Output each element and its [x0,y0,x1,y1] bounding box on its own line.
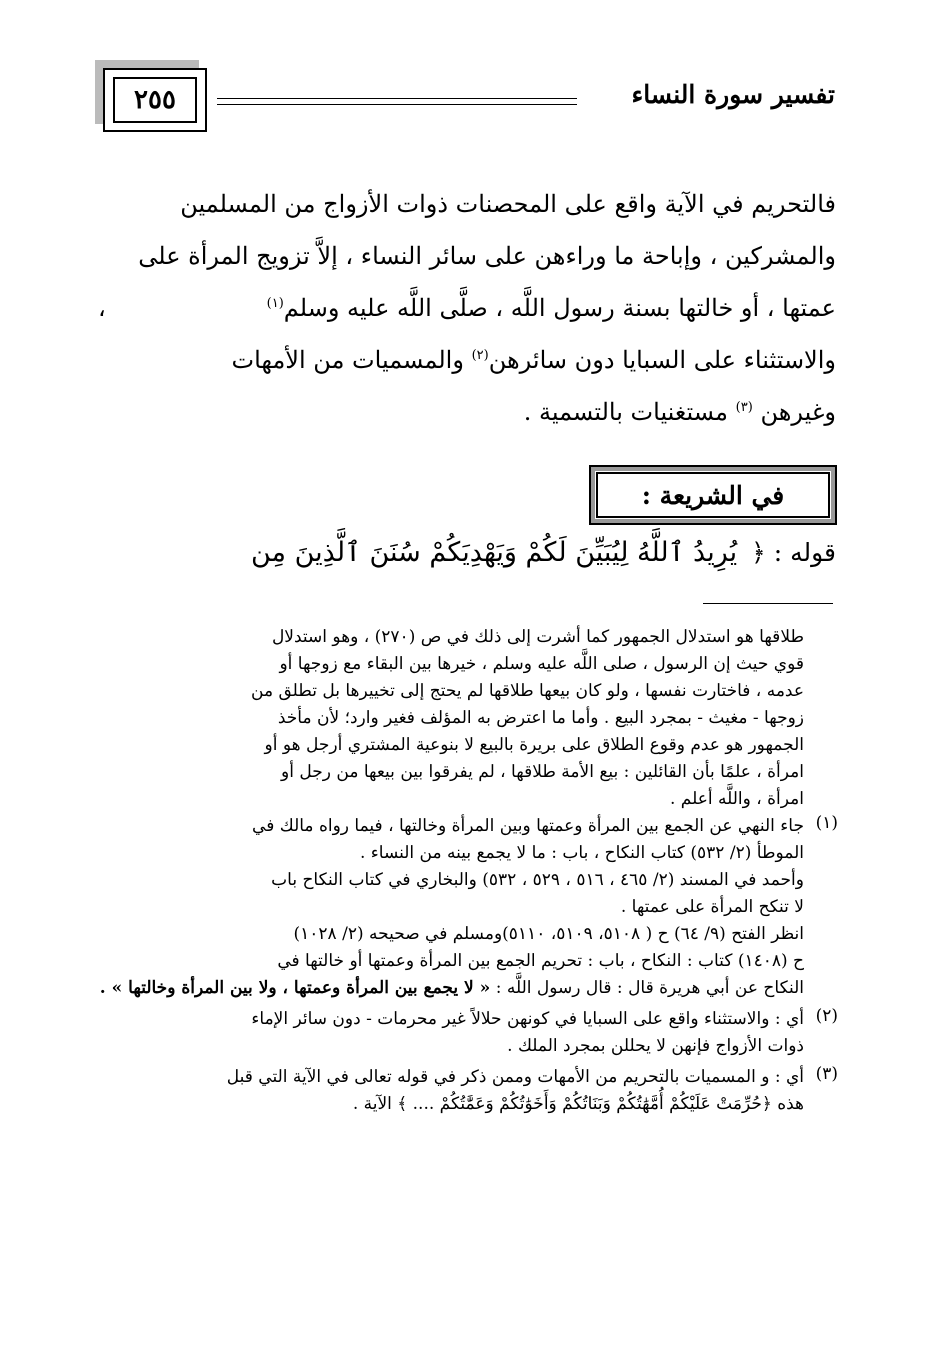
footnote-1: (١) جاء النهي عن الجمع بين المرأة وعمتها وبين المرأة وخالتها ، فيما رواه مالك في الموطأ (٢/ ٥٣٢) كتاب النكاح ، باب : ما لا يجمع بينه من النساء . وأحمد في المسند (٢/ ٤٦٥ ، ٥١٦ ، ٥٢٩ ، ٥٣٢) والبخاري في كتاب النكاح باب لا تنكح المرأة على عمتها . انظر الفتح (٩/ ٦٤) ح ( ٥١٠٨، ٥١٠٩، ٥١١٠)ومسلم في صحيحه (٢/ ١٠٢٨) ح (١٤٠٨) كتاب : النكاح ، باب : تحريم الجمع بين المرأة وعمتها أو خالتها في النكاح عن أبي هريرة قال : قال رسول اللَّه : « لا يجمع بين المرأة وعمتها ، ولا بين المرأة وخالتها » . [98,813,838,1002]
page-header [95,60,835,140]
main-line: فالتحريم في الآية واقع على المحصنات ذوات الأزواج من المسلمين [180,190,836,218]
main-line: والمشركين ، وإباحة ما وراءهن على سائر النساء ، إلاَّ تزويج المرأة على [138,242,836,270]
main-line: وغيرهن $^{(٣)}$ مستغنيات بالتسمية . [523,398,836,426]
verse-open-bracket: ﴿ [751,538,766,567]
footnote-number: (٢) [815,1006,838,1026]
main-line: عمتها ، أو خالتها بسنة رسول اللَّه ، صلَّى اللَّه عليه وسلم$^{(١)}$ ، [98,294,836,322]
footnotes [98,624,838,1118]
footnote-number: (٣) [815,1064,838,1084]
footnote-ref-3[interactable]: (٣) [735,400,753,415]
hadith-quote: « لا يجمع بين المرأة وعمتها ، ولا بين المرأة وخالتها » . [99,978,491,998]
section-heading: في الشريعة : [596,472,830,518]
running-title: تفسير سورة النساء [631,80,835,109]
header-rule-second [217,104,577,105]
main-line: والاستثناء على السبايا دون سائرهن$^{(٢)}$ والمسميات من الأمهات [231,346,836,374]
footnote-rule [703,603,833,604]
footnote-ref-1[interactable]: (١) [266,296,284,311]
main-text [98,178,836,438]
verse-prefix: قوله : [773,538,836,567]
verse-line [98,528,836,578]
footnote-3: (٣) أي : و المسميات بالتحريم من الأمهات وممن ذكر في قوله تعالى في الآية التي قبل هذه ﴿حُرِّمَتْ عَلَيْكُمْ أُمَّهَٰتُكُمْ وَبَنَاتُكُمْ وَأَخَوَٰتُكُمْ وَعَمَّٰتُكُمْ .... ﴾ الآية . [98,1064,838,1118]
footnote-continuation: طلاقها هو استدلال الجمهور كما أشرت إلى ذلك في ص (٢٧٠) ، وهو استدلال قوي حيث إن الرسول ، صلى اللَّه عليه وسلم ، خيرها بين البقاء مع زوجها أو عدمه ، فاختارت نفسها ، ولو كان بيعها طلاقها لم يحتج إلى تخييرها بل تطلق من زوجها - مغيث - بمجرد البيع . وأما ما اعترض به المؤلف فغير وارد؛ لأن مأخذ الجمهور هو عدم وقوع الطلاق على بريرة بالبيع لا بنوعية المشتري أرجل هو أو امرأة ، علمًا بأن القائلين : بيع الأمة طلاقها ، لم يفرقوا بين بيعها من رجل أو امرأة ، واللَّه أعلم . [251,627,804,809]
page-number-box [103,68,207,132]
verse-text: يُرِيدُ ٱللَّهُ لِيُبَيِّنَ لَكُمْ وَيَهْدِيَكُمْ سُنَنَ ٱلَّذِينَ مِن [251,537,738,568]
footnote-ref-2[interactable]: (٢) [471,348,489,363]
header-rule [217,98,577,99]
page-number: ٢٥٥ [113,77,197,123]
footnote-number: (١) [815,813,838,833]
section-heading-box [589,465,837,525]
footnote-2: (٢) أي : والاستثناء واقع على السبايا في كونهن حلالاً غير محرمات - دون سائر الإماء ذوات الأزواج فإنهن لا يحللن بمجرد الملك . [98,1006,838,1060]
